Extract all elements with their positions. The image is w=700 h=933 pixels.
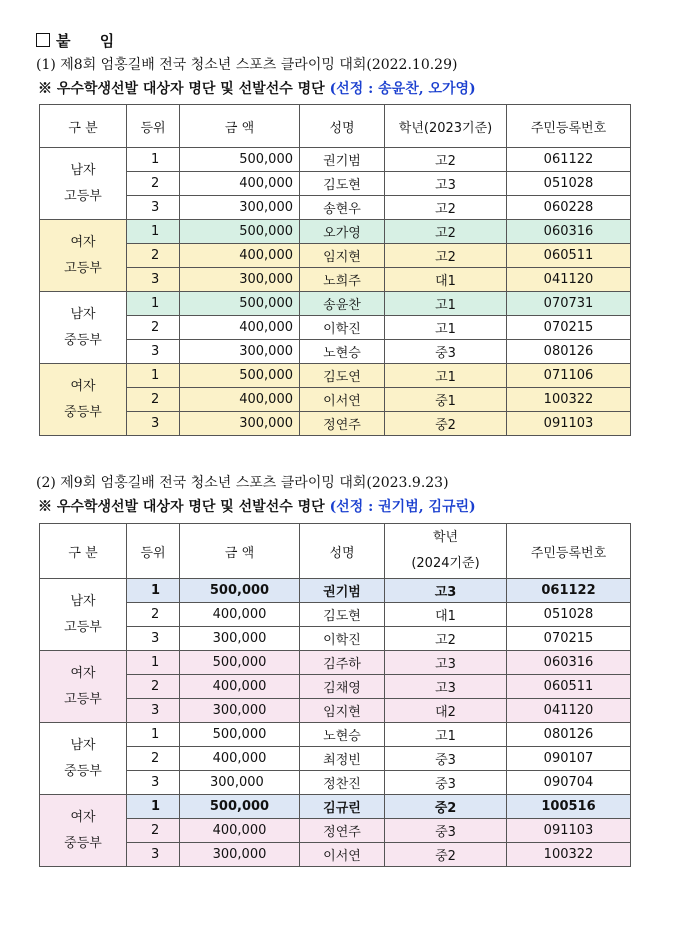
cell-rank: 3 bbox=[127, 771, 180, 795]
cell-amount: 300,000 bbox=[180, 627, 300, 651]
cell-rank: 2 bbox=[127, 819, 180, 843]
attachment-label: 붙 임 bbox=[56, 32, 127, 50]
cell-name: 김도현 bbox=[300, 172, 385, 196]
cell-id: 041120 bbox=[507, 268, 631, 292]
cell-rank: 2 bbox=[127, 603, 180, 627]
cell-amount: 400,000 bbox=[180, 819, 300, 843]
cell-rank: 3 bbox=[127, 196, 180, 220]
cell-rank: 1 bbox=[127, 723, 180, 747]
header-name: 성명 bbox=[300, 105, 385, 148]
cell-grade: 고1 bbox=[385, 316, 507, 340]
cell-grade: 고2 bbox=[385, 148, 507, 172]
cell-rank: 1 bbox=[127, 292, 180, 316]
cell-rank: 3 bbox=[127, 843, 180, 867]
table-row bbox=[40, 364, 631, 388]
group-label: 여자 고등부 bbox=[40, 220, 127, 292]
cell-name: 정연주 bbox=[300, 412, 385, 436]
cell-id: 071106 bbox=[507, 364, 631, 388]
section1-selected: (선정 : 송윤찬, 오가영) bbox=[329, 81, 476, 97]
table-row bbox=[40, 723, 631, 747]
cell-rank: 1 bbox=[127, 795, 180, 819]
cell-id: 060316 bbox=[507, 220, 631, 244]
cell-id: 060316 bbox=[507, 651, 631, 675]
cell-name: 김규린 bbox=[300, 795, 385, 819]
cell-rank: 2 bbox=[127, 388, 180, 412]
cell-grade: 중3 bbox=[385, 771, 507, 795]
cell-amount: 500,000 bbox=[180, 651, 300, 675]
cell-grade: 고1 bbox=[385, 292, 507, 316]
cell-grade: 고1 bbox=[385, 723, 507, 747]
cell-grade: 고2 bbox=[385, 244, 507, 268]
cell-name: 노현승 bbox=[300, 723, 385, 747]
cell-rank: 2 bbox=[127, 747, 180, 771]
cell-amount: 400,000 bbox=[180, 244, 300, 268]
cell-id: 061122 bbox=[507, 148, 631, 172]
table-row bbox=[40, 603, 631, 627]
cell-grade: 중3 bbox=[385, 340, 507, 364]
cell-grade: 대1 bbox=[385, 603, 507, 627]
cell-name: 권기범 bbox=[300, 148, 385, 172]
header-rank: 등위 bbox=[127, 105, 180, 148]
attachment-heading bbox=[36, 30, 126, 51]
cell-rank: 2 bbox=[127, 172, 180, 196]
cell-id: 091103 bbox=[507, 412, 631, 436]
table-row bbox=[40, 148, 631, 172]
section1-title: (1) 제8회 엄홍길배 전국 청소년 스포츠 클라이밍 대회(2022.10.29) bbox=[36, 57, 458, 73]
cell-id: 060511 bbox=[507, 244, 631, 268]
cell-grade: 대1 bbox=[385, 268, 507, 292]
cell-grade: 고2 bbox=[385, 627, 507, 651]
cell-rank: 1 bbox=[127, 148, 180, 172]
table-row bbox=[40, 699, 631, 723]
cell-name: 김도현 bbox=[300, 603, 385, 627]
cell-name: 송현우 bbox=[300, 196, 385, 220]
cell-amount: 500,000 bbox=[180, 148, 300, 172]
cell-name: 이학진 bbox=[300, 316, 385, 340]
table-row bbox=[40, 172, 631, 196]
cell-name: 김도연 bbox=[300, 364, 385, 388]
cell-rank: 2 bbox=[127, 316, 180, 340]
cell-amount: 300,000 bbox=[180, 771, 300, 795]
cell-id: 051028 bbox=[507, 603, 631, 627]
group-label: 남자 고등부 bbox=[40, 579, 127, 651]
cell-amount: 300,000 bbox=[180, 268, 300, 292]
section1-subtitle bbox=[38, 78, 476, 98]
cell-grade: 고3 bbox=[385, 172, 507, 196]
cell-amount: 400,000 bbox=[180, 172, 300, 196]
table-row bbox=[40, 627, 631, 651]
table-row bbox=[40, 292, 631, 316]
cell-grade: 고3 bbox=[385, 675, 507, 699]
cell-id: 041120 bbox=[507, 699, 631, 723]
cell-rank: 3 bbox=[127, 627, 180, 651]
cell-grade: 대2 bbox=[385, 699, 507, 723]
section2-subtitle bbox=[38, 496, 476, 516]
cell-grade: 고2 bbox=[385, 196, 507, 220]
cell-name: 최정빈 bbox=[300, 747, 385, 771]
cell-amount: 300,000 bbox=[180, 196, 300, 220]
table-row bbox=[40, 651, 631, 675]
section1-subtitle-text: ※ 우수학생선발 대상자 명단 및 선발선수 명단 bbox=[38, 81, 325, 97]
group-label: 여자 중등부 bbox=[40, 364, 127, 436]
header-id: 주민등록번호 bbox=[507, 524, 631, 579]
table-row bbox=[40, 388, 631, 412]
table-row bbox=[40, 795, 631, 819]
cell-name: 김채영 bbox=[300, 675, 385, 699]
cell-grade: 중3 bbox=[385, 747, 507, 771]
cell-grade: 고3 bbox=[385, 579, 507, 603]
cell-rank: 1 bbox=[127, 651, 180, 675]
cell-name: 권기범 bbox=[300, 579, 385, 603]
cell-amount: 400,000 bbox=[180, 675, 300, 699]
cell-grade: 중3 bbox=[385, 819, 507, 843]
cell-amount: 300,000 bbox=[180, 340, 300, 364]
cell-grade: 중2 bbox=[385, 412, 507, 436]
header-amount: 금 액 bbox=[180, 524, 300, 579]
section1-table bbox=[39, 104, 631, 436]
cell-amount: 400,000 bbox=[180, 388, 300, 412]
section2-title: (2) 제9회 엄홍길배 전국 청소년 스포츠 클라이밍 대회(2023.9.23) bbox=[36, 475, 449, 491]
cell-name: 오가영 bbox=[300, 220, 385, 244]
cell-id: 080126 bbox=[507, 723, 631, 747]
table-row bbox=[40, 196, 631, 220]
table-row bbox=[40, 244, 631, 268]
cell-id: 070215 bbox=[507, 627, 631, 651]
cell-id: 090107 bbox=[507, 747, 631, 771]
cell-name: 이학진 bbox=[300, 627, 385, 651]
cell-id: 080126 bbox=[507, 340, 631, 364]
table-row bbox=[40, 819, 631, 843]
cell-rank: 3 bbox=[127, 340, 180, 364]
group-label: 여자 중등부 bbox=[40, 795, 127, 867]
section2-subtitle-text: ※ 우수학생선발 대상자 명단 및 선발선수 명단 bbox=[38, 499, 325, 515]
header-group: 구 분 bbox=[40, 524, 127, 579]
cell-amount: 300,000 bbox=[180, 699, 300, 723]
cell-rank: 3 bbox=[127, 699, 180, 723]
cell-id: 090704 bbox=[507, 771, 631, 795]
cell-id: 100322 bbox=[507, 843, 631, 867]
cell-id: 100322 bbox=[507, 388, 631, 412]
group-label: 남자 중등부 bbox=[40, 292, 127, 364]
cell-id: 091103 bbox=[507, 819, 631, 843]
table-row bbox=[40, 579, 631, 603]
cell-rank: 3 bbox=[127, 268, 180, 292]
cell-rank: 1 bbox=[127, 220, 180, 244]
cell-grade: 중1 bbox=[385, 388, 507, 412]
cell-id: 070215 bbox=[507, 316, 631, 340]
table-row bbox=[40, 220, 631, 244]
cell-rank: 2 bbox=[127, 244, 180, 268]
cell-grade: 중2 bbox=[385, 795, 507, 819]
cell-rank: 1 bbox=[127, 579, 180, 603]
header-id: 주민등록번호 bbox=[507, 105, 631, 148]
checkbox-square-icon bbox=[36, 33, 50, 47]
cell-id: 060511 bbox=[507, 675, 631, 699]
cell-name: 임지현 bbox=[300, 244, 385, 268]
group-label: 여자 고등부 bbox=[40, 651, 127, 723]
group-label: 남자 중등부 bbox=[40, 723, 127, 795]
cell-amount: 500,000 bbox=[180, 795, 300, 819]
cell-grade: 고3 bbox=[385, 651, 507, 675]
cell-amount: 400,000 bbox=[180, 747, 300, 771]
table-row bbox=[40, 771, 631, 795]
cell-name: 이서연 bbox=[300, 843, 385, 867]
cell-amount: 500,000 bbox=[180, 292, 300, 316]
table-row bbox=[40, 316, 631, 340]
table-row bbox=[40, 340, 631, 364]
cell-name: 노희주 bbox=[300, 268, 385, 292]
cell-name: 노현승 bbox=[300, 340, 385, 364]
cell-name: 정연주 bbox=[300, 819, 385, 843]
header-amount: 금 액 bbox=[180, 105, 300, 148]
cell-rank: 2 bbox=[127, 675, 180, 699]
cell-name: 정찬진 bbox=[300, 771, 385, 795]
cell-amount: 300,000 bbox=[180, 843, 300, 867]
cell-id: 051028 bbox=[507, 172, 631, 196]
header-name: 성명 bbox=[300, 524, 385, 579]
section2-table bbox=[39, 523, 631, 867]
table-row bbox=[40, 843, 631, 867]
table-row bbox=[40, 268, 631, 292]
table-row bbox=[40, 412, 631, 436]
header-group: 구 분 bbox=[40, 105, 127, 148]
cell-name: 송윤찬 bbox=[300, 292, 385, 316]
cell-id: 060228 bbox=[507, 196, 631, 220]
group-label: 남자 고등부 bbox=[40, 148, 127, 220]
table-header-row bbox=[40, 105, 631, 148]
cell-amount: 400,000 bbox=[180, 603, 300, 627]
cell-name: 이서연 bbox=[300, 388, 385, 412]
cell-name: 임지현 bbox=[300, 699, 385, 723]
table-header-row bbox=[40, 524, 631, 579]
header-grade: 학년(2023기준) bbox=[385, 105, 507, 148]
header-grade: 학년 (2024기준) bbox=[385, 524, 507, 579]
cell-amount: 500,000 bbox=[180, 364, 300, 388]
header-rank: 등위 bbox=[127, 524, 180, 579]
cell-grade: 고2 bbox=[385, 220, 507, 244]
table-row bbox=[40, 747, 631, 771]
cell-amount: 500,000 bbox=[180, 723, 300, 747]
cell-id: 100516 bbox=[507, 795, 631, 819]
cell-amount: 500,000 bbox=[180, 220, 300, 244]
cell-rank: 1 bbox=[127, 364, 180, 388]
cell-amount: 400,000 bbox=[180, 316, 300, 340]
cell-grade: 고1 bbox=[385, 364, 507, 388]
cell-name: 김주하 bbox=[300, 651, 385, 675]
cell-grade: 중2 bbox=[385, 843, 507, 867]
table-row bbox=[40, 675, 631, 699]
cell-amount: 500,000 bbox=[180, 579, 300, 603]
cell-id: 061122 bbox=[507, 579, 631, 603]
section2-selected: (선정 : 권기범, 김규린) bbox=[329, 499, 476, 515]
cell-rank: 3 bbox=[127, 412, 180, 436]
cell-id: 070731 bbox=[507, 292, 631, 316]
cell-amount: 300,000 bbox=[180, 412, 300, 436]
